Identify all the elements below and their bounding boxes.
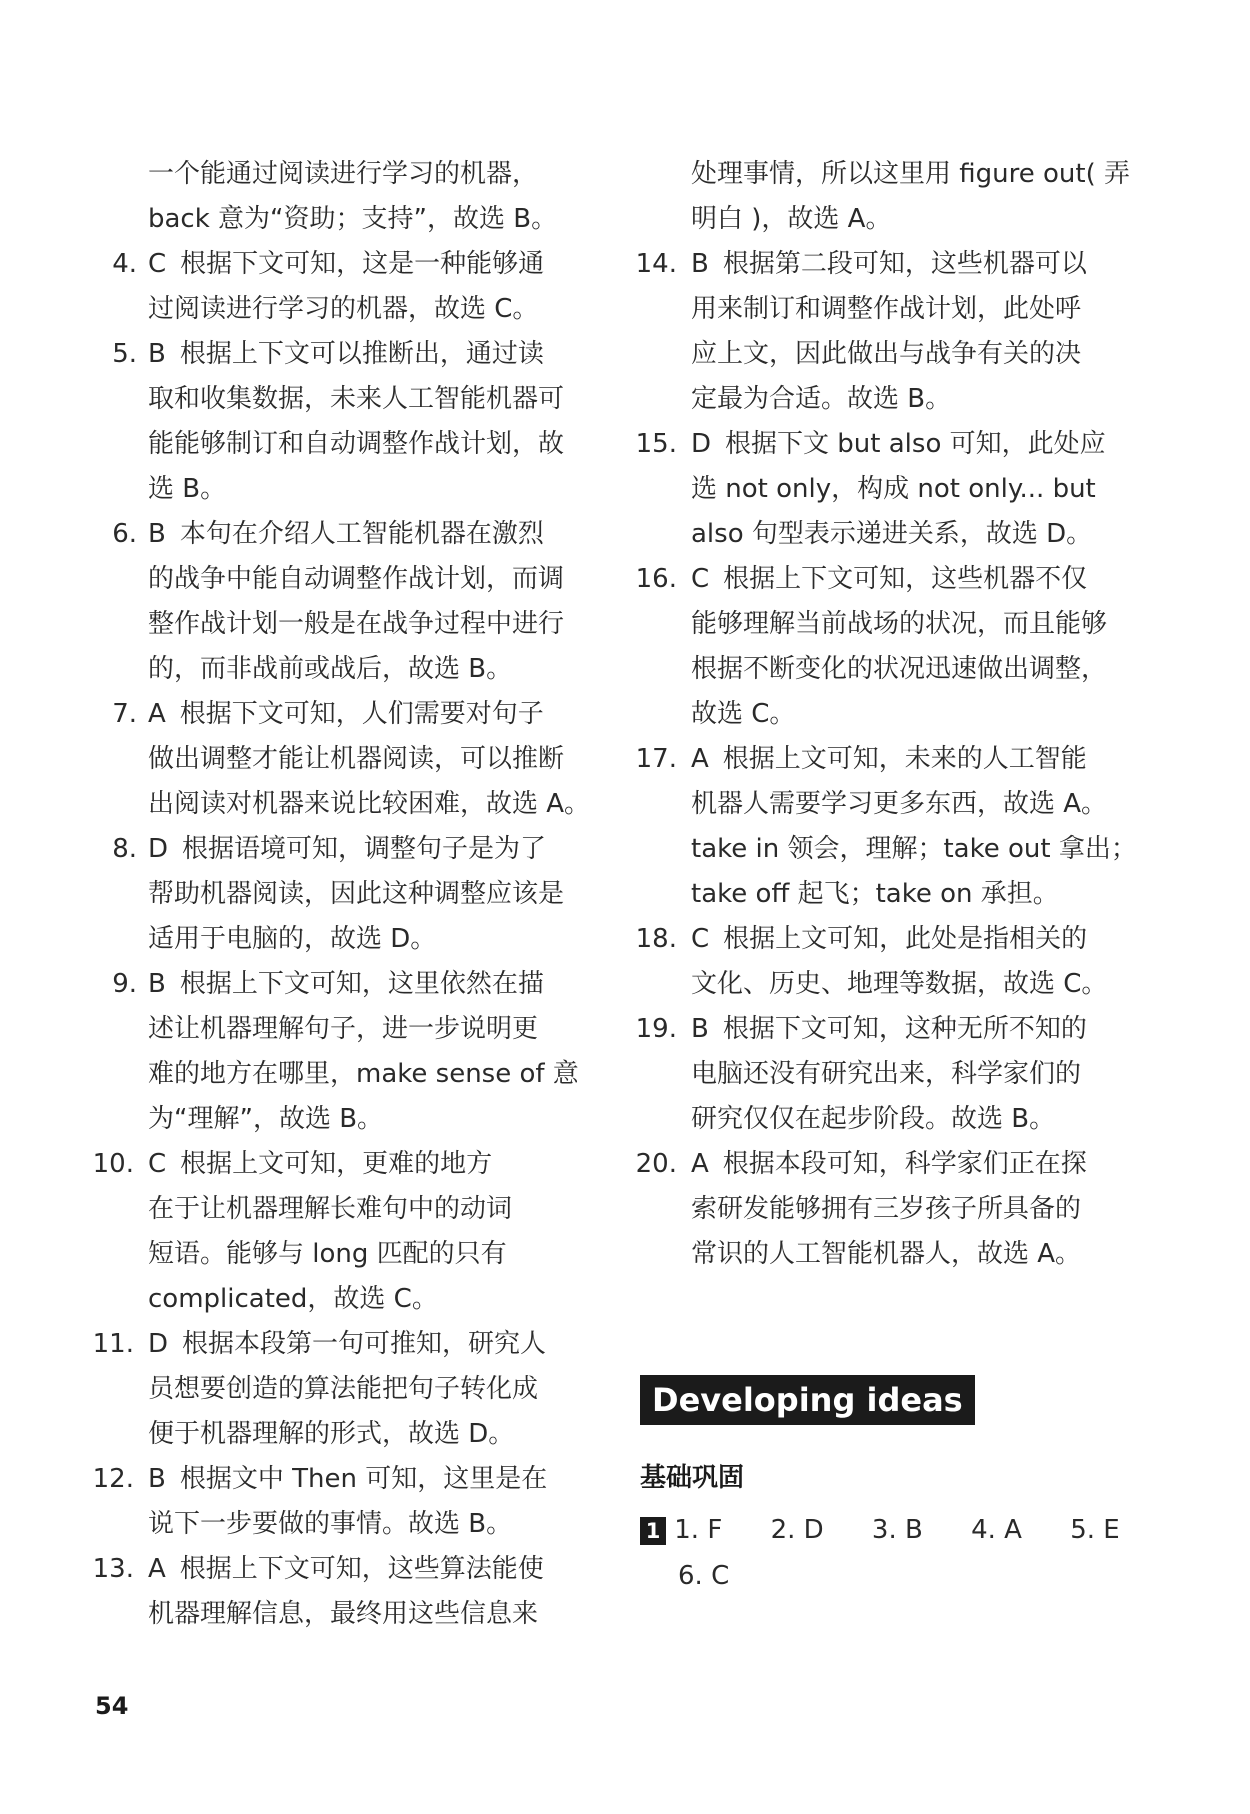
answer-item <box>635 1007 1128 1142</box>
answer-item <box>95 332 585 512</box>
answer-number: 13. <box>92 1554 134 1584</box>
answer-item <box>95 512 585 692</box>
answer-line <box>95 1232 585 1277</box>
answer-letter: D <box>148 1329 169 1359</box>
answer-number: 14. <box>635 249 677 279</box>
answer-text: 用来制订和调整作战计划，此处呼 <box>691 294 1082 324</box>
page-number: 54 <box>95 1692 129 1720</box>
answer-text: also 句型表示递进关系，故选 D。 <box>691 519 1093 549</box>
answer-line <box>95 287 585 332</box>
answer-number: 7. <box>112 699 137 729</box>
answer-text: 在于让机器理解长难句中的动词 <box>148 1194 513 1224</box>
answer-text: take in 领会，理解；take out 拿出； <box>691 834 1137 864</box>
answer-line <box>638 827 1137 872</box>
answer-text: 根据上下文可以推断出，通过读 <box>179 339 544 369</box>
answer-text: 便于机器理解的形式，故选 D。 <box>148 1419 515 1449</box>
answer-line <box>95 1187 585 1232</box>
answer-item <box>635 242 1128 422</box>
answer-line <box>638 602 1128 647</box>
answer-line <box>95 917 585 962</box>
answer-line <box>638 557 1128 602</box>
answer-line <box>95 1097 585 1142</box>
answer-number: 5. <box>112 339 137 369</box>
answer-line <box>95 1322 585 1367</box>
answer-line <box>638 1007 1128 1052</box>
answer-letter: C <box>148 1149 167 1179</box>
answer-item <box>638 152 1128 242</box>
answer-text: 根据下文可知，人们需要对句子 <box>179 699 544 729</box>
exercise-answer: 6. C <box>678 1561 730 1591</box>
answer-text: 机器理解信息，最终用这些信息来 <box>148 1599 539 1629</box>
answer-line <box>638 152 1128 197</box>
exercise-row <box>640 1553 1160 1599</box>
answer-text: 为“理解”，故选 B。 <box>148 1104 384 1134</box>
answer-text: 根据第二段可知，这些机器可以 <box>722 249 1087 279</box>
answer-letter: B <box>148 339 166 369</box>
answer-line <box>638 782 1128 827</box>
answer-letter: D <box>691 429 712 459</box>
answer-line <box>638 1187 1128 1232</box>
answer-line <box>95 197 585 242</box>
answer-text: 选 B。 <box>148 474 227 504</box>
answer-line <box>95 242 585 287</box>
answer-text: 适用于电脑的，故选 D。 <box>148 924 437 954</box>
answer-line <box>638 467 1128 512</box>
answer-line <box>638 512 1128 557</box>
answer-text: 根据上文可知，更难的地方 <box>180 1149 493 1179</box>
answer-line <box>95 377 585 422</box>
answer-text: 取和收集数据，未来人工智能机器可 <box>148 384 565 414</box>
answer-line <box>95 1367 585 1412</box>
answer-item <box>92 1142 585 1322</box>
answer-line <box>638 377 1128 422</box>
answer-line <box>95 827 585 872</box>
subheading: 基础巩固 <box>640 1463 745 1493</box>
answer-item <box>635 917 1128 1007</box>
answer-text: 的，而非战前或战后，故选 B。 <box>148 654 513 684</box>
answer-item <box>95 242 585 332</box>
answer-letter: A <box>148 699 166 729</box>
answer-line <box>638 422 1128 467</box>
answer-text: 根据下文可知，这种无所不知的 <box>722 1014 1087 1044</box>
answer-letter: B <box>691 1014 709 1044</box>
answer-number: 18. <box>635 924 677 954</box>
answer-line <box>95 602 585 647</box>
answer-item <box>95 692 591 827</box>
answer-text: 根据语境可知，调整句子是为了 <box>182 834 547 864</box>
answer-line <box>638 1097 1128 1142</box>
answer-letter: C <box>148 249 167 279</box>
answer-line <box>95 512 585 557</box>
answer-letter: A <box>691 744 709 774</box>
answer-text: 出阅读对机器来说比较困难，故选 A。 <box>148 789 591 819</box>
answer-text: take off 起飞；take on 承担。 <box>691 879 1059 909</box>
answer-item <box>92 1457 585 1547</box>
answer-number: 16. <box>635 564 677 594</box>
answer-text: 根据上下文可知，这里依然在描 <box>179 969 544 999</box>
answer-line <box>95 1502 585 1547</box>
answer-line <box>95 962 585 1007</box>
answer-line <box>95 1142 585 1187</box>
answer-line <box>638 737 1128 782</box>
answer-number: 19. <box>635 1014 677 1044</box>
answer-text: 一个能通过阅读进行学习的机器， <box>148 159 539 189</box>
answer-item <box>635 737 1137 917</box>
answer-letter: A <box>691 1149 709 1179</box>
answer-letter: A <box>148 1554 166 1584</box>
answer-item <box>635 557 1128 737</box>
exercise-badge: 1 <box>640 1517 666 1545</box>
answer-letter: B <box>148 1464 166 1494</box>
answer-text: 能够理解当前战场的状况，而且能够 <box>691 609 1108 639</box>
answer-line <box>95 1052 585 1097</box>
section-title: Developing ideas <box>640 1375 975 1425</box>
answer-line <box>95 422 585 467</box>
answer-line <box>638 1052 1128 1097</box>
left-column <box>92 152 591 1637</box>
answer-text: 机器人需要学习更多东西，故选 A。 <box>691 789 1108 819</box>
answer-line <box>95 1457 585 1502</box>
answer-item <box>92 1547 585 1637</box>
answer-text: 根据下文 but also 可知，此处应 <box>725 429 1106 459</box>
answer-item <box>95 962 585 1142</box>
answer-line <box>95 1592 585 1637</box>
answer-text: 研究仅仅在起步阶段。故选 B。 <box>691 1104 1056 1134</box>
answer-line <box>638 1142 1128 1187</box>
answer-text: 根据不断变化的状况迅速做出调整， <box>691 654 1108 684</box>
answer-text: 根据本段可知，科学家们正在探 <box>722 1149 1087 1179</box>
answer-letter: D <box>148 834 169 864</box>
answer-text: 根据文中 Then 可知，这里是在 <box>179 1464 548 1494</box>
answer-number: 11. <box>92 1329 134 1359</box>
answer-line <box>95 557 585 602</box>
answer-line <box>95 152 585 197</box>
answer-line <box>95 692 585 737</box>
answer-text: 根据上下文可知，这些算法能使 <box>179 1554 544 1584</box>
answer-text: 常识的人工智能机器人，故选 A。 <box>691 1239 1082 1269</box>
answer-text: 根据上下文可知，这些机器不仅 <box>723 564 1088 594</box>
answer-text: 根据下文可知，这是一种能够通 <box>180 249 545 279</box>
answer-number: 12. <box>92 1464 134 1494</box>
answer-item <box>95 152 585 242</box>
answer-line <box>95 872 585 917</box>
exercise-answer: 2. D <box>770 1515 824 1545</box>
answer-number: 15. <box>635 429 677 459</box>
answer-text: 明白 )，故选 A。 <box>691 204 892 234</box>
answer-line <box>638 962 1128 1007</box>
answer-letter: B <box>148 969 166 999</box>
answer-text: 根据上文可知，此处是指相关的 <box>723 924 1088 954</box>
right-column <box>635 152 1137 1277</box>
answer-text: 员想要创造的算法能把句子转化成 <box>148 1374 539 1404</box>
answer-text: 的战争中能自动调整作战计划，而调 <box>148 564 565 594</box>
answer-number: 9. <box>112 969 137 999</box>
answer-text: 根据本段第一句可推知，研究人 <box>182 1329 547 1359</box>
answer-text: 索研发能够拥有三岁孩子所具备的 <box>691 1194 1082 1224</box>
answer-line <box>638 332 1128 377</box>
answer-letter: B <box>148 519 166 549</box>
answer-line <box>95 647 585 692</box>
answer-line <box>95 467 585 512</box>
exercise-answer: 4. A <box>971 1515 1022 1545</box>
answer-text: 过阅读进行学习的机器，故选 C。 <box>148 294 539 324</box>
answer-line <box>638 917 1128 962</box>
answer-line <box>638 287 1128 332</box>
answer-text: 整作战计划一般是在战争过程中进行 <box>148 609 565 639</box>
answer-text: 定最为合适。故选 B。 <box>691 384 952 414</box>
answer-line <box>95 1277 585 1322</box>
answer-line <box>638 647 1128 692</box>
answer-text: 根据上文可知，未来的人工智能 <box>722 744 1087 774</box>
answer-line <box>95 1547 585 1592</box>
answer-text: 能能够制订和自动调整作战计划，故 <box>148 429 565 459</box>
answer-text: 短语。能够与 long 匹配的只有 <box>148 1239 507 1269</box>
answer-number: 20. <box>635 1149 677 1179</box>
answer-text: 做出调整才能让机器阅读，可以推断 <box>148 744 565 774</box>
answer-number: 4. <box>112 249 137 279</box>
answer-number: 8. <box>112 834 137 864</box>
answer-number: 6. <box>112 519 137 549</box>
answer-letter: C <box>691 564 710 594</box>
answer-item <box>92 1322 585 1457</box>
answer-text: 述让机器理解句子，进一步说明更 <box>148 1014 539 1044</box>
answer-text: complicated，故选 C。 <box>148 1284 438 1314</box>
answer-line <box>638 1232 1128 1277</box>
answer-line <box>638 242 1128 287</box>
answer-line <box>95 1007 585 1052</box>
answer-letter: C <box>691 924 710 954</box>
answer-text: 本句在介绍人工智能机器在激烈 <box>179 519 544 549</box>
answer-text: 处理事情，所以这里用 figure out( 弄 <box>691 159 1130 189</box>
answer-number: 17. <box>635 744 677 774</box>
answer-text: 应上文，因此做出与战争有关的决 <box>691 339 1082 369</box>
answer-line <box>95 332 585 377</box>
answer-text: 故选 C。 <box>691 699 796 729</box>
answer-text: 难的地方在哪里，make sense of 意 <box>148 1059 579 1089</box>
answer-text: 帮助机器阅读，因此这种调整应该是 <box>148 879 565 909</box>
answer-line <box>95 782 591 827</box>
answer-item <box>635 1142 1128 1277</box>
answer-line <box>638 197 1128 242</box>
answer-text: 文化、历史、地理等数据，故选 C。 <box>691 969 1108 999</box>
answer-text: 选 not only，构成 not only... but <box>691 474 1096 504</box>
answer-line <box>95 1412 585 1457</box>
exercise-row <box>640 1507 1160 1553</box>
answer-line <box>638 692 1128 737</box>
exercise-answer: 1. F <box>674 1515 723 1545</box>
answer-text: 电脑还没有研究出来，科学家们的 <box>691 1059 1082 1089</box>
answer-letter: B <box>691 249 709 279</box>
answer-text: back 意为“资助；支持”，故选 B。 <box>148 204 558 234</box>
answer-item <box>95 827 585 962</box>
exercise-answer: 5. E <box>1070 1515 1120 1545</box>
answer-line <box>638 872 1128 917</box>
answer-number: 10. <box>92 1149 134 1179</box>
answer-line <box>95 737 585 782</box>
exercise-answers <box>640 1507 1160 1599</box>
answer-item <box>635 422 1128 557</box>
answer-text: 说下一步要做的事情。故选 B。 <box>148 1509 513 1539</box>
exercise-answer: 3. B <box>871 1515 923 1545</box>
